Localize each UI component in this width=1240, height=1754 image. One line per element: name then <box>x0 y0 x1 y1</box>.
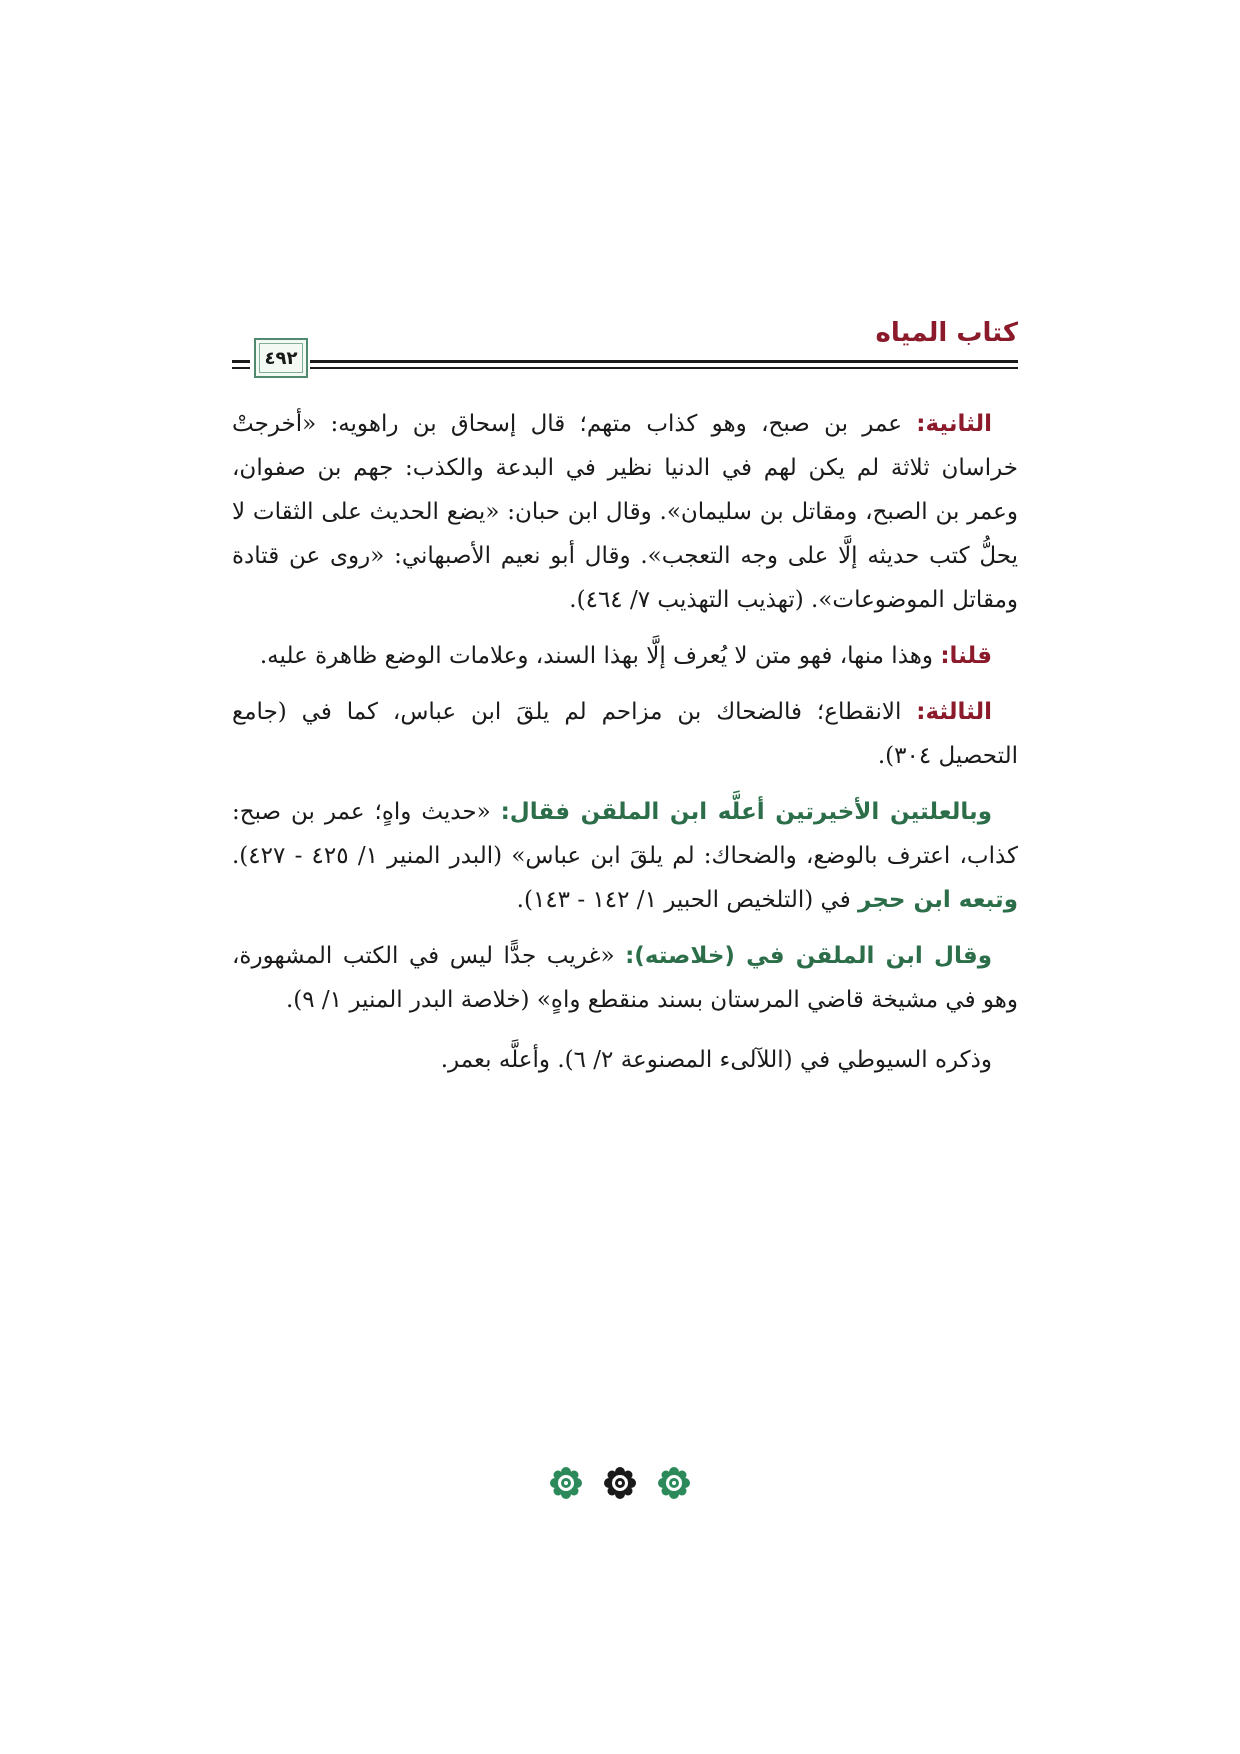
paragraph-label: قلنا: <box>940 643 992 669</box>
flower-ornament-icon <box>657 1466 691 1500</box>
paragraph-text: الانقطاع؛ فالضحاك بن مزاحم لم يلقَ ابن عباس، كما في (جامع التحصيل ٣٠٤). <box>232 699 1018 769</box>
page-number-badge <box>254 338 308 378</box>
flower-ornament-icon <box>549 1466 583 1500</box>
paragraph-text: وذكره السيوطي في (اللآلىء المصنوعة ٢/ ٦). وأعلَّه بعمر. <box>440 1047 992 1073</box>
running-title: كتاب المياه <box>875 318 1018 348</box>
paragraph-label: وتبعه ابن حجر <box>858 887 1018 913</box>
paragraph-suyuti <box>232 1038 1018 1082</box>
paragraph-text: في (التلخيص الحبير ١/ ١٤٢ - ١٤٣). <box>516 887 859 913</box>
paragraph-text: عمر بن صبح، وهو كذاب متهم؛ قال إسحاق بن راهويه: «أخرجتْ خراسان ثلاثة لم يكن لهم في الدنيا نظير في البدعة والكذب: جهم بن صفوان، وعمر بن الصبح، ومقاتل بن سليمان». وقال ابن حبان: «يضع الحديث على الثقات لا يحلُّ كتب حديثه إلَّا على وجه التعجب». وقال أبو نعيم الأصبهاني: «روى عن قتادة ومقاتل الموضوعات». (تهذيب التهذيب ٧/ ٤٦٤). <box>232 411 1018 613</box>
header-rule <box>310 360 1018 363</box>
page-body <box>232 402 1018 1094</box>
flower-ornament-icon <box>603 1466 637 1500</box>
paragraph-ibn-mulaqqin <box>232 790 1018 922</box>
paragraph-text: «حديث واهٍ؛ عمر بن صبح: كذاب، اعترف بالوضع، والضحاك: لم يلقَ ابن عباس» (البدر المنير ١/ ٤٢٥ - ٤٢٧). <box>232 799 1018 869</box>
paragraph-we-said <box>232 634 1018 678</box>
page-number: ٤٩٢ <box>264 347 298 369</box>
paragraph-khulasa <box>232 934 1018 1022</box>
header-rule <box>232 367 250 369</box>
header-rule <box>232 360 250 363</box>
paragraph-text: «غريب جدًّا ليس في الكتب المشهورة، وهو في مشيخة قاضي المرستان بسند منقطع واهٍ» (خلاصة البدر المنير ١/ ٩). <box>232 943 1018 1013</box>
paragraph-label: وقال ابن الملقن في (خلاصته): <box>625 943 992 969</box>
paragraph-label: الثانية: <box>916 411 992 437</box>
header-rule <box>310 367 1018 369</box>
paragraph-third-reason <box>232 690 1018 778</box>
section-end-ornaments <box>0 1466 1240 1500</box>
paragraph-label: وبالعلتين الأخيرتين أعلَّه ابن الملقن فقال: <box>500 799 992 825</box>
paragraph-second-reason <box>232 402 1018 622</box>
paragraph-label: الثالثة: <box>916 699 992 725</box>
paragraph-text: وهذا منها، فهو متن لا يُعرف إلَّا بهذا السند، وعلامات الوضع ظاهرة عليه. <box>259 643 941 669</box>
page-header <box>232 318 1018 388</box>
